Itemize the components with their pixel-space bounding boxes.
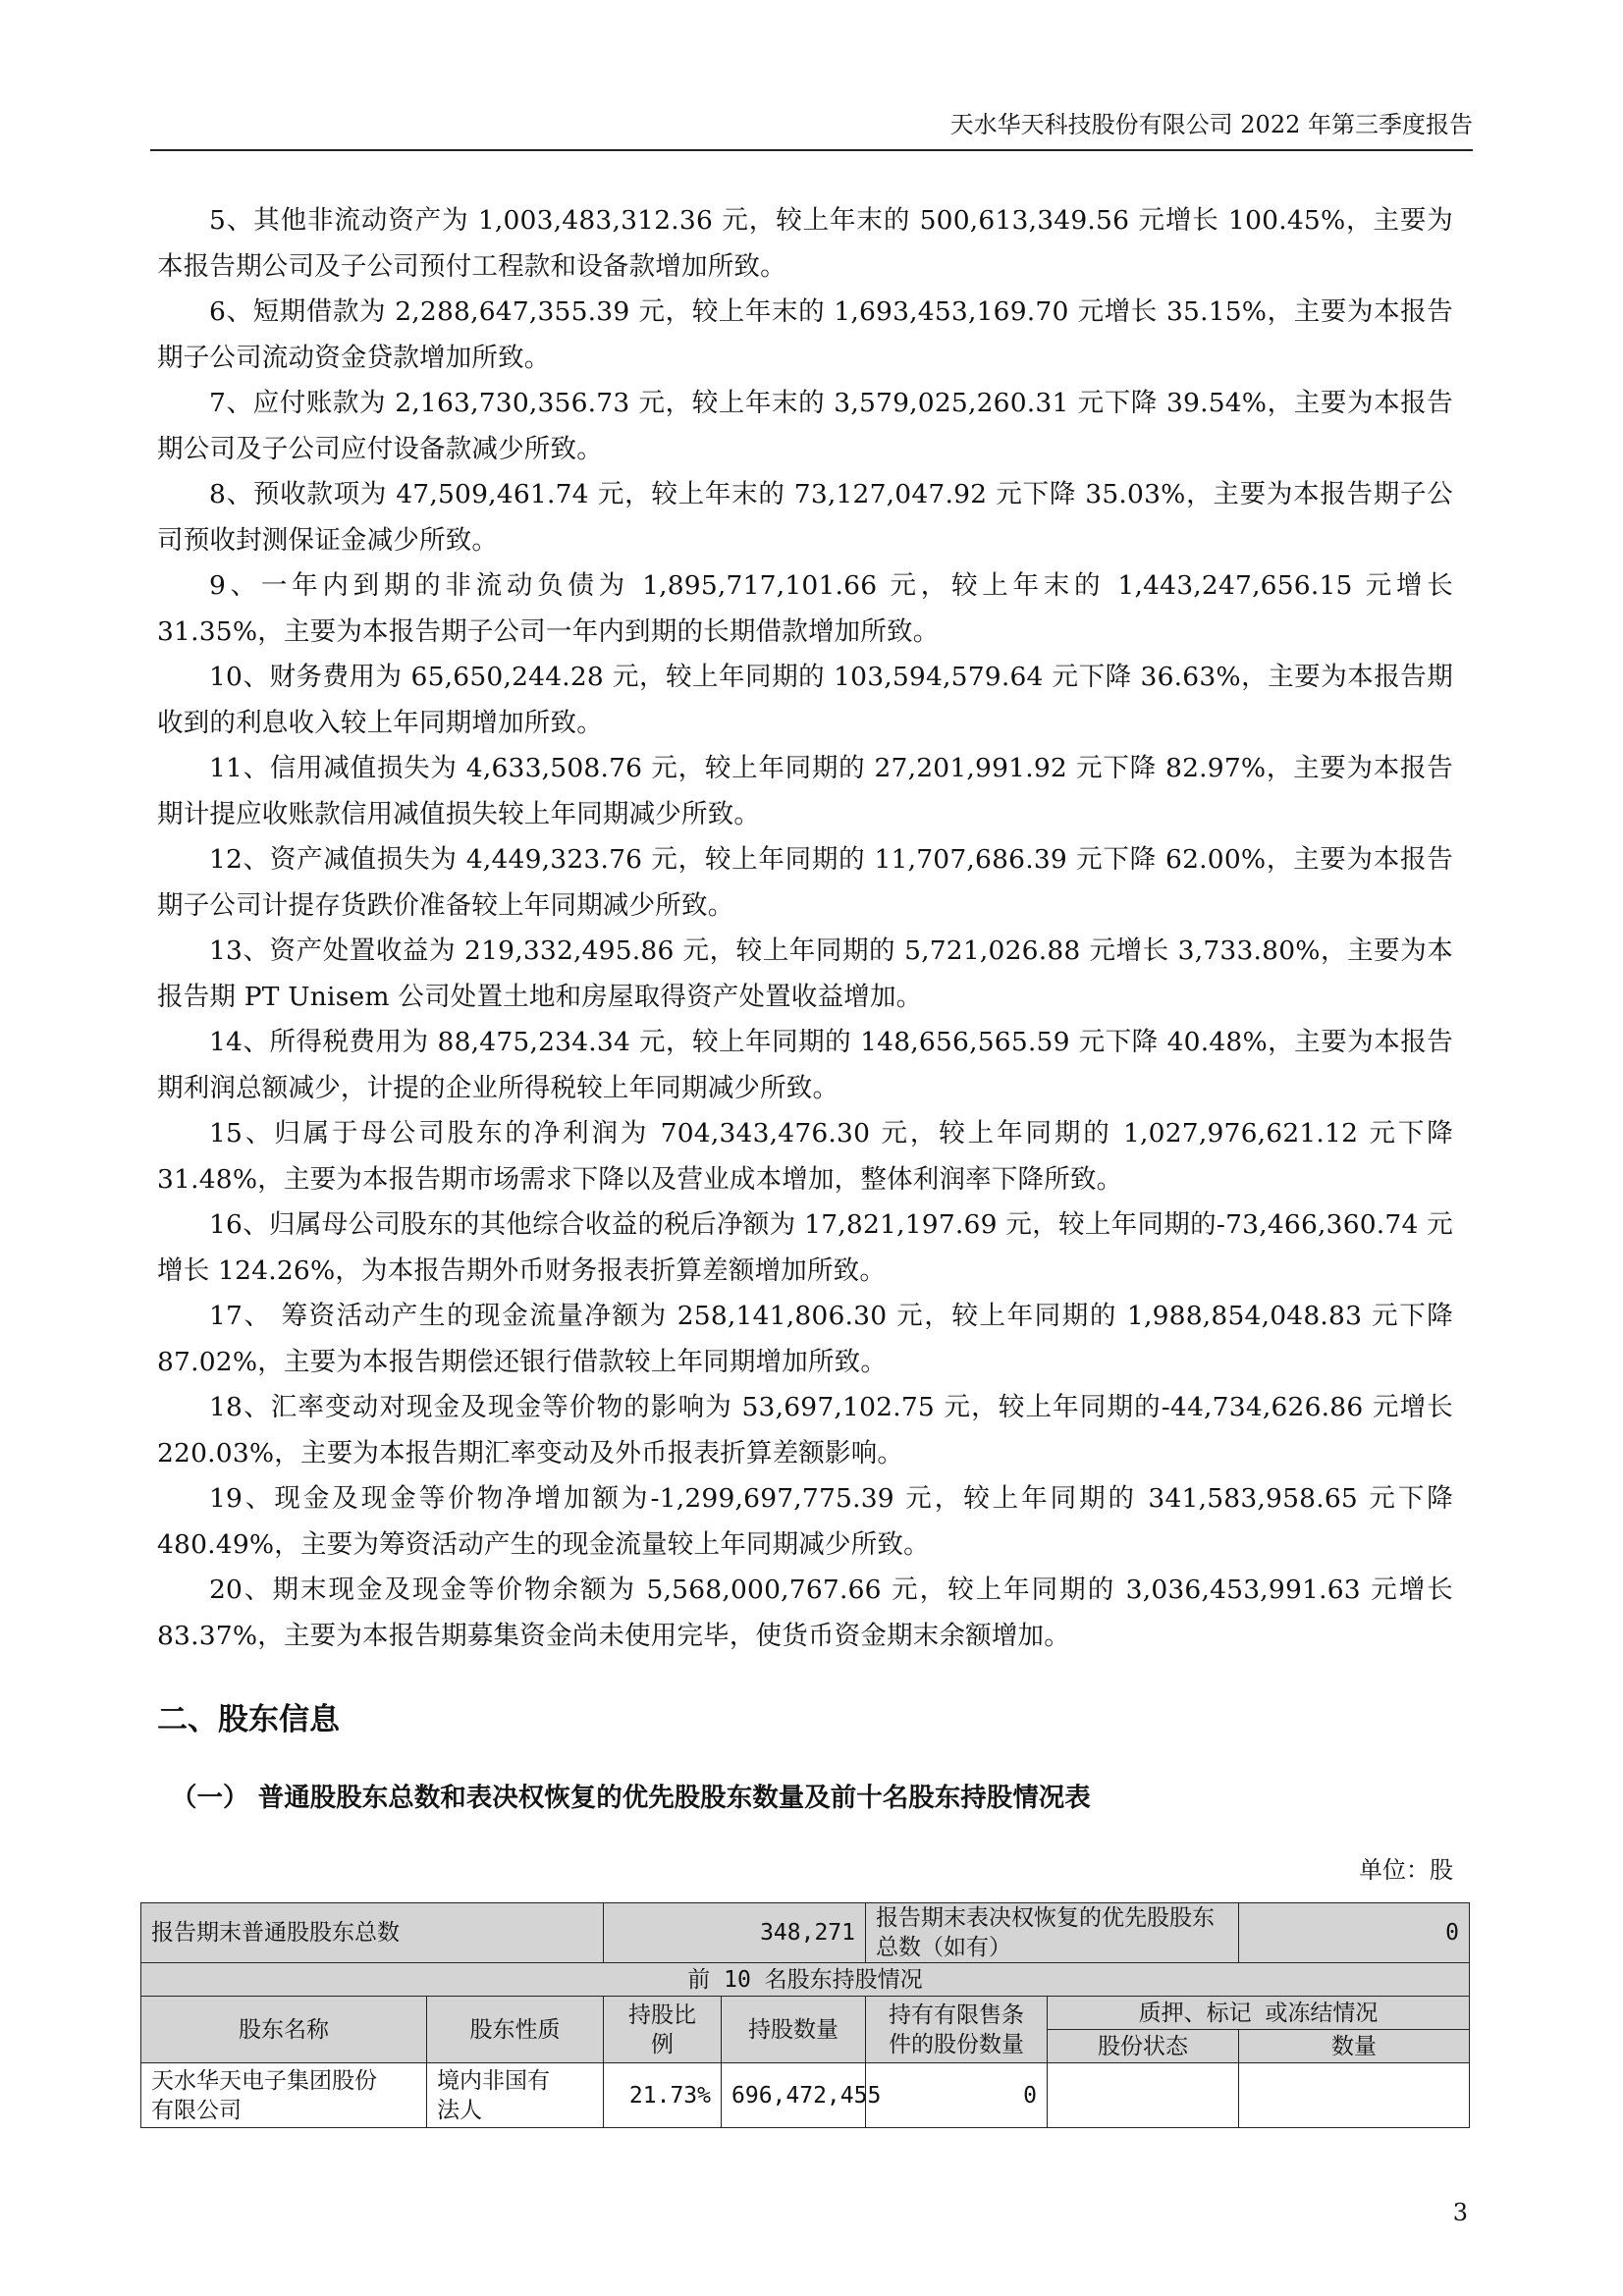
cell-nature [427, 2063, 604, 2128]
table-row [141, 2063, 1470, 2128]
section-subtitle: （一） 普通股股东总数和表决权恢复的优先股股东数量及前十名股东持股情况表 [171, 1783, 1091, 1813]
total-shareholders-value: 348,271 [604, 1903, 866, 1963]
total-shareholders-label: 报告期末普通股股东总数 [141, 1903, 604, 1963]
paragraph-17: 17、 筹资活动产生的现金流量净额为 258,141,806.30 元，较上年同期的 1,988,854,048.83 元下降 87.02%，主要为本报告期偿还银行借款较上年同期增加所致。 [157, 1301, 1453, 1377]
paragraph-13: 13、资产处置收益为 219,332,495.86 元，较上年同期的 5,721,026.88 元增长 3,733.80%，主要为本报告期 PT Unisem 公司处置土地和房屋取得资产处置收益增加。 [157, 935, 1453, 1012]
total-shareholders-row [141, 1903, 1470, 1963]
header-name: 股东名称 [141, 1997, 427, 2063]
header-restricted-line2: 件的股份数量 [889, 2031, 1024, 2057]
header-pledge-amount: 数量 [1239, 2030, 1470, 2063]
paragraph-15: 15、归属于母公司股东的净利润为 704,343,476.30 元，较上年同期的 1,027,976,621.12 元下降 31.48%，主要为本报告期市场需求下降以及营业成本增加，整体利润率下降所致。 [157, 1118, 1453, 1195]
header-pledge-group: 质押、标记 或冻结情况 [1048, 1997, 1470, 2030]
paragraph-19: 19、现金及现金等价物净增加额为-1,299,697,775.39 元，较上年同期的 341,583,958.65 元下降 480.49%，主要为筹资活动产生的现金流量较上年同期减少所致。 [157, 1483, 1453, 1560]
cell-name-line1: 天水华天电子集团股份 [151, 2067, 377, 2094]
paragraph-11: 11、信用减值损失为 4,633,508.76 元，较上年同期的 27,201,991.92 元下降 82.97%，主要为本报告期计提应收账款信用减值损失较上年同期减少所致。 [157, 753, 1453, 829]
header-quantity: 持股数量 [722, 1997, 866, 2063]
cell-pledge-amount [1239, 2063, 1470, 2128]
unit-label: 单位：股 [1359, 1856, 1453, 1884]
header-nature: 股东性质 [427, 1997, 604, 2063]
cell-nature-line1: 境内非国有 [437, 2067, 550, 2094]
paragraph-5: 5、其他非流动资产为 1,003,483,312.36 元，较上年末的 500,613,349.56 元增长 100.45%，主要为本报告期公司及子公司预付工程款和设备款增加所致。 [157, 205, 1453, 282]
cell-nature-line2: 法人 [437, 2097, 482, 2123]
header-restricted [866, 1997, 1048, 2063]
paragraph-18: 18、汇率变动对现金及现金等价物的影响为 53,697,102.75 元，较上年同期的-44,734,626.86 元增长 220.03%，主要为本报告期汇率变动及外币报表折算差额影响。 [157, 1392, 1453, 1468]
paragraph-7: 7、应付账款为 2,163,730,356.73 元，较上年末的 3,579,025,260.31 元下降 39.54%，主要为本报告期公司及子公司应付设备款减少所致。 [157, 388, 1453, 464]
header-ratio-line2: 例 [651, 2031, 674, 2057]
shareholder-table [140, 1902, 1470, 2128]
cell-quantity: 696,472,455 [722, 2063, 866, 2128]
paragraph-8: 8、预收款项为 47,509,461.74 元，较上年末的 73,127,047.92 元下降 35.03%，主要为本报告期子公司预收封测保证金减少所致。 [157, 479, 1453, 556]
paragraph-12: 12、资产减值损失为 4,449,323.76 元，较上年同期的 11,707,686.39 元下降 62.00%，主要为本报告期子公司计提存货跌价准备较上年同期减少所致。 [157, 844, 1453, 921]
section-title: 二、股东信息 [157, 1702, 340, 1737]
preferred-shareholders-label: 报告期末表决权恢复的优先股股东总数（如有） [866, 1903, 1239, 1963]
cell-restricted: 0 [866, 2063, 1048, 2128]
top10-title-row [141, 1963, 1470, 1997]
header-rule [150, 149, 1473, 151]
paragraph-16: 16、归属母公司股东的其他综合收益的税后净额为 17,821,197.69 元，较上年同期的-73,466,360.74 元增长 124.26%，为本报告期外币财务报表折算差额增加所致。 [157, 1209, 1453, 1286]
paragraph-10: 10、财务费用为 65,650,244.28 元，较上年同期的 103,594,579.64 元下降 36.63%，主要为本报告期收到的利息收入较上年同期增加所致。 [157, 662, 1453, 738]
header-restricted-line1: 持有有限售条 [889, 2002, 1024, 2028]
page-number: 3 [1452, 2199, 1468, 2226]
paragraph-14: 14、所得税费用为 88,475,234.34 元，较上年同期的 148,656,565.59 元下降 40.48%，主要为本报告期利润总额减少，计提的企业所得税较上年同期减少所致。 [157, 1027, 1453, 1103]
cell-pledge-status [1048, 2063, 1239, 2128]
cell-name-line2: 有限公司 [151, 2097, 242, 2123]
header-pledge-status: 股份状态 [1048, 2030, 1239, 2063]
header-ratio [604, 1997, 722, 2063]
document-body [157, 198, 1453, 1885]
page-header: 天水华天科技股份有限公司 2022 年第三季度报告 [949, 111, 1473, 138]
header-ratio-line1: 持股比 [628, 2002, 696, 2028]
top10-title: 前 10 名股东持股情况 [141, 1963, 1470, 1997]
paragraph-20: 20、期末现金及现金等价物余额为 5,568,000,767.66 元，较上年同期的 3,036,453,991.63 元增长 83.37%，主要为本报告期募集资金尚未使用完毕，使货币资金期末余额增加。 [157, 1575, 1453, 1651]
preferred-shareholders-value: 0 [1239, 1903, 1470, 1963]
table-header-row [141, 1997, 1470, 2030]
paragraph-9: 9、一年内到期的非流动负债为 1,895,717,101.66 元，较上年末的 1,443,247,656.15 元增长 31.35%，主要为本报告期子公司一年内到期的长期借款增加所致。 [157, 570, 1453, 647]
cell-name [141, 2063, 427, 2128]
paragraph-6: 6、短期借款为 2,288,647,355.39 元，较上年末的 1,693,453,169.70 元增长 35.15%，主要为本报告期子公司流动资金贷款增加所致。 [157, 296, 1453, 373]
cell-ratio: 21.73% [604, 2063, 722, 2128]
